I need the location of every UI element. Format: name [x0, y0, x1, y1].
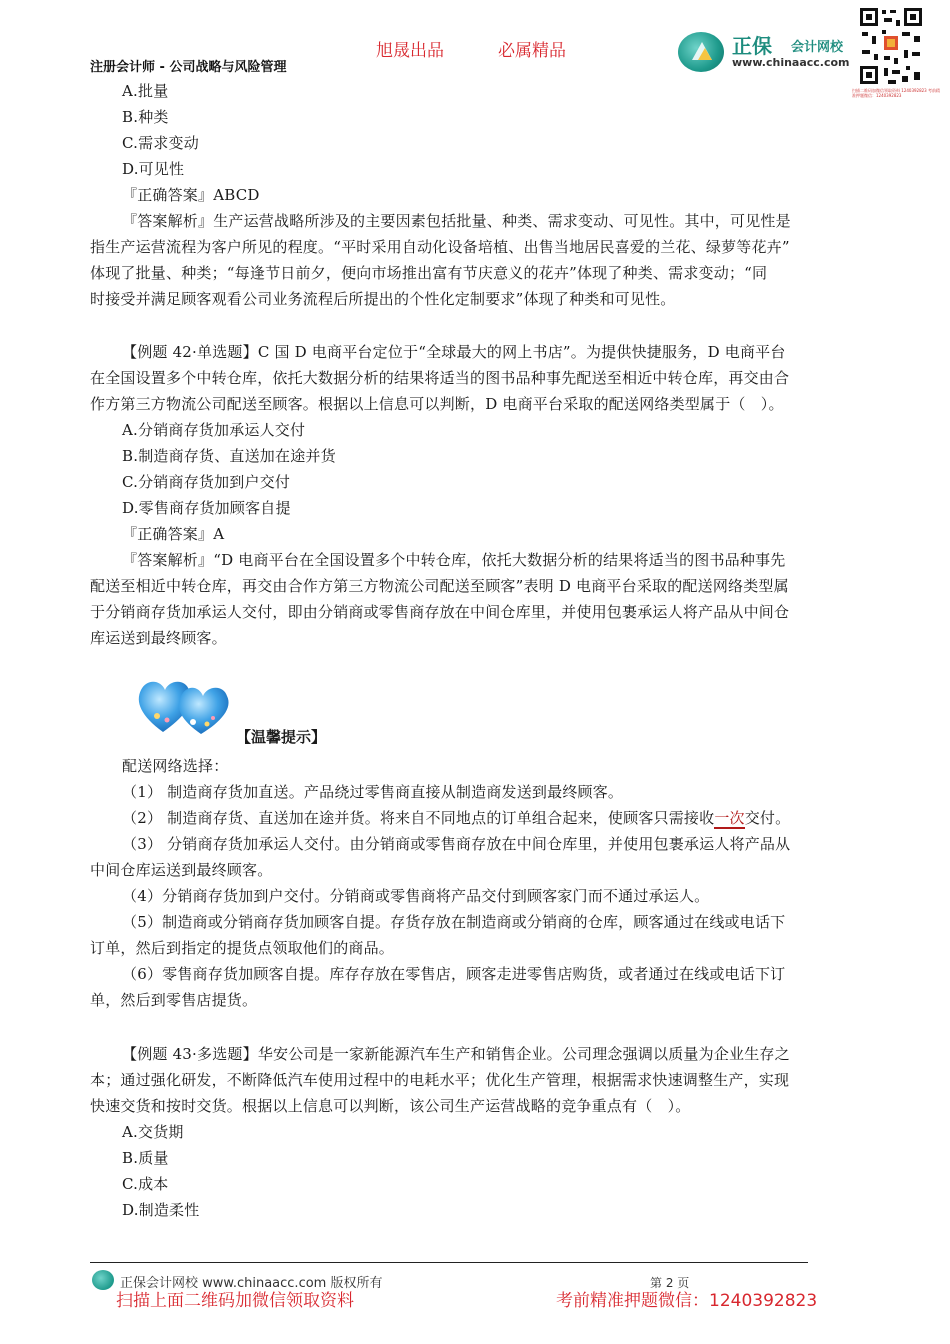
- tip-item-5-cont: 订单，然后到指定的提货点领取他们的商品。: [90, 939, 395, 957]
- q41-analysis-line: 时接受并满足顾客观看公司业务流程后所提出的个性化定制要求”体现了种类和可见性。: [90, 290, 676, 308]
- q43-stem-line: 快速交货和按时交货。根据以上信息可以判断，该公司生产运营战略的竞争重点有（ ）。: [90, 1097, 691, 1115]
- tip-item-2-text: （2） 制造商存货、直送加在途并货。将来自不同地点的订单组合起来，使顾客只需接收: [122, 809, 715, 827]
- footer-promo-left: 扫描上面二维码加微信领取资料: [116, 1291, 354, 1311]
- q42-analysis-line: 于分销商存货加承运人交付，即由分销商或零售商存放在中间仓库里，并使用包裹承运人将产品从中间仓: [90, 603, 790, 621]
- q41-answer: 『正确答案』ABCD: [122, 186, 260, 204]
- footer-promo-right: 考前精准押题微信：1240392823: [556, 1291, 818, 1311]
- tip-item-2-tail: 交付。: [744, 809, 791, 827]
- q41-option-b: B.种类: [122, 108, 169, 126]
- q42-option-c: C.分销商存货加到户交付: [122, 473, 291, 491]
- qr-caption: 扫描二维码加微信领取资料 1240392823 考前精准押题微信：1240392823: [852, 88, 940, 98]
- page-number: 第 2 页: [650, 1276, 690, 1290]
- tip-item-2-highlight: 一次: [714, 809, 745, 827]
- logo-url-text: www.chinaacc.com: [732, 56, 850, 69]
- q42-block: [90, 339, 860, 651]
- logo-mark-icon: [678, 32, 724, 72]
- q43-option-c: C.成本: [122, 1175, 169, 1193]
- footer-copyright: 正保会计网校 www.chinaacc.com 版权所有: [120, 1276, 383, 1291]
- logo-brand-text: 正保: [732, 34, 772, 58]
- q42-stem-line: 作方第三方物流公司配送至顾客。根据以上信息可以判断，D 电商平台采取的配送网络类型属于（ ）。: [90, 395, 784, 413]
- tip-item-5: （5）制造商或分销商存货加顾客自提。存货存放在制造商或分销商的仓库，顾客通过在线或电话下: [122, 913, 786, 931]
- tip-item-3: （3） 分销商存货加承运人交付。由分销商或零售商存放在中间仓库里，并使用包裹承运人将产品从: [122, 835, 791, 853]
- q41-option-c: C.需求变动: [122, 134, 199, 152]
- q42-stem-line: 在全国设置多个中转仓库，依托大数据分析的结果将适当的图书品种事先配送至相近中转仓库，再交由合: [90, 369, 790, 387]
- header-slogan-right: 必属精品: [498, 41, 566, 61]
- q42-stem-line: 【例题 42·单选题】C 国 D 电商平台定位于“全球最大的网上书店”。为提供快捷服务，D 电商平台: [122, 343, 786, 361]
- q42-analysis-line: 『答案解析』“D 电商平台在全国设置多个中转仓库，依托大数据分析的结果将适当的图书品种事先: [122, 551, 786, 569]
- tip-block: [90, 753, 860, 1013]
- q41-analysis-line: 体现了批量、种类；“每逢节日前夕，便向市场推出富有节庆意义的花卉”体现了种类、需求变动；“同: [90, 264, 768, 282]
- tip-item-6-cont: 单，然后到零售店提货。: [90, 991, 258, 1009]
- brand-logo[interactable]: [678, 28, 858, 76]
- tip-item-2: [90, 805, 860, 831]
- subject-title: 注册会计师 - 公司战略与风险管理: [90, 60, 287, 75]
- q43-option-a: A.交货期: [122, 1123, 184, 1141]
- tip-item-3-cont: 中间仓库运送到最终顾客。: [90, 861, 273, 879]
- hearts-decoration-icon: [133, 676, 235, 736]
- tip-item-1: （1） 制造商存货加直送。产品绕过零售商直接从制造商发送到最终顾客。: [122, 783, 624, 801]
- footer-divider: [90, 1262, 808, 1263]
- footer-logo-icon: [92, 1270, 114, 1290]
- q42-option-d: D.零售商存货加顾客自提: [122, 499, 291, 517]
- tip-item-4: （4）分销商存货加到户交付。分销商或零售商将产品交付到顾客家门而不通过承运人。: [122, 887, 710, 905]
- qr-code-icon: [858, 6, 924, 86]
- q43-block: [90, 1041, 860, 1223]
- q41-block: [90, 78, 860, 312]
- header-slogan-left: 旭晟出品: [376, 41, 444, 61]
- logo-sub-text: 会计网校: [791, 40, 844, 55]
- q43-option-d: D.制造柔性: [122, 1201, 200, 1219]
- q42-option-b: B.制造商存货、直送加在途并货: [122, 447, 336, 465]
- tip-item-6: （6）零售商存货加顾客自提。库存存放在零售店，顾客走进零售店购货，或者通过在线或电话下订: [122, 965, 786, 983]
- q42-analysis-line: 库运送到最终顾客。: [90, 629, 227, 647]
- q42-option-a: A.分销商存货加承运人交付: [122, 421, 306, 439]
- q42-analysis-line: 配送至相近中转仓库，再交由合作方第三方物流公司配送至顾客”表明 D 电商平台采取的配送网络类型属: [90, 577, 789, 595]
- q43-stem-line: 本；通过强化研发，不断降低汽车使用过程中的电耗水平；优化生产管理，根据需求快速调整生产，实现: [90, 1071, 790, 1089]
- q41-option-a: A.批量: [122, 82, 169, 100]
- q41-analysis-line: 『答案解析』生产运营战略所涉及的主要因素包括批量、种类、需求变动、可见性。其中，可见性是: [122, 212, 791, 230]
- tip-title: 【温馨提示】: [236, 728, 327, 746]
- q41-option-d: D.可见性: [122, 160, 185, 178]
- tip-intro: 配送网络选择：: [122, 757, 229, 775]
- q43-stem-line: 【例题 43·多选题】华安公司是一家新能源汽车生产和销售企业。公司理念强调以质量为企业生存之: [122, 1045, 790, 1063]
- q43-option-b: B.质量: [122, 1149, 169, 1167]
- q41-analysis-line: 指生产运营流程为客户所见的程度。“平时采用自动化设备培植、出售当地居民喜爱的兰花、绿萝等花卉”: [90, 238, 790, 256]
- q42-answer: 『正确答案』A: [122, 525, 225, 543]
